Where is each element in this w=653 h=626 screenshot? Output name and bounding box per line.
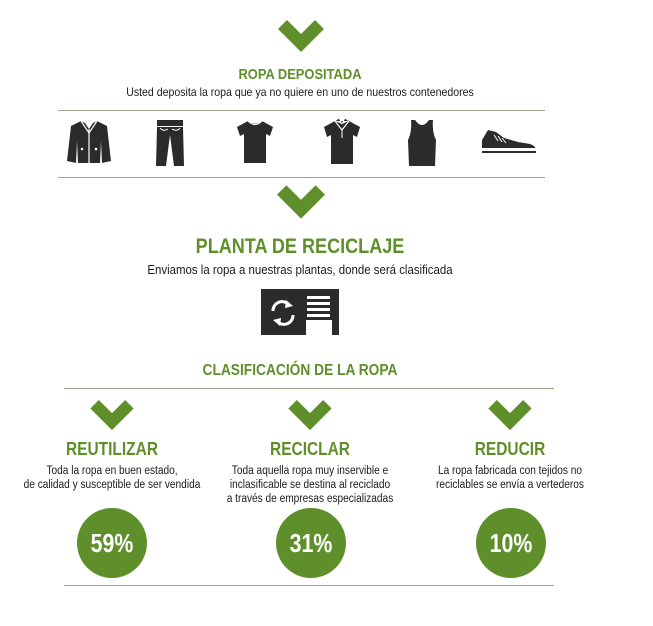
reducir-description: La ropa fabricada con tejidos no reciclables se envía a vertederos bbox=[436, 465, 584, 491]
chevron-down-icon bbox=[90, 400, 134, 432]
reciclar-title: RECICLAR bbox=[270, 439, 350, 459]
classification-title: CLASIFICACIÓN DE LA ROPA bbox=[202, 362, 398, 379]
chevron-down-icon bbox=[278, 20, 324, 54]
tshirt-icon bbox=[235, 119, 275, 165]
divider bbox=[58, 110, 545, 111]
reciclar-percent-badge: 31% bbox=[276, 508, 346, 578]
step2-title: PLANTA DE RECICLAJE bbox=[195, 235, 405, 258]
reducir-percent-badge: 10% bbox=[476, 508, 546, 578]
reducir-title: REDUCIR bbox=[474, 439, 546, 459]
chevron-down-icon bbox=[488, 400, 532, 432]
reciclar-description: Toda aquella ropa muy inservible e inclasificable se destina al reciclado a través de empresas especializadas bbox=[226, 465, 394, 505]
chevron-down-icon bbox=[277, 185, 325, 221]
reutilizar-description: Toda la ropa en buen estado, de calidad y susceptible de ser vendida bbox=[23, 465, 201, 491]
reutilizar-percent-badge: 59% bbox=[77, 508, 147, 578]
step2-subtitle: Enviamos la ropa a nuestras plantas, donde será clasificada bbox=[147, 262, 453, 277]
pants-icon bbox=[154, 119, 186, 167]
divider bbox=[58, 177, 545, 178]
jacket-icon bbox=[65, 119, 113, 165]
step1-title: ROPA DEPOSITADA bbox=[238, 66, 362, 83]
chevron-down-icon bbox=[288, 400, 332, 432]
sneaker-icon bbox=[480, 126, 538, 158]
step1-subtitle: Usted deposita la ropa que ya no quiere en uno de nuestros contenedores bbox=[126, 85, 474, 99]
divider bbox=[64, 388, 554, 389]
tank-top-icon bbox=[405, 118, 439, 168]
divider bbox=[64, 585, 554, 586]
reutilizar-title: REUTILIZAR bbox=[65, 439, 159, 459]
recycling-plant-icon bbox=[261, 289, 339, 335]
polo-shirt-icon bbox=[322, 118, 362, 166]
